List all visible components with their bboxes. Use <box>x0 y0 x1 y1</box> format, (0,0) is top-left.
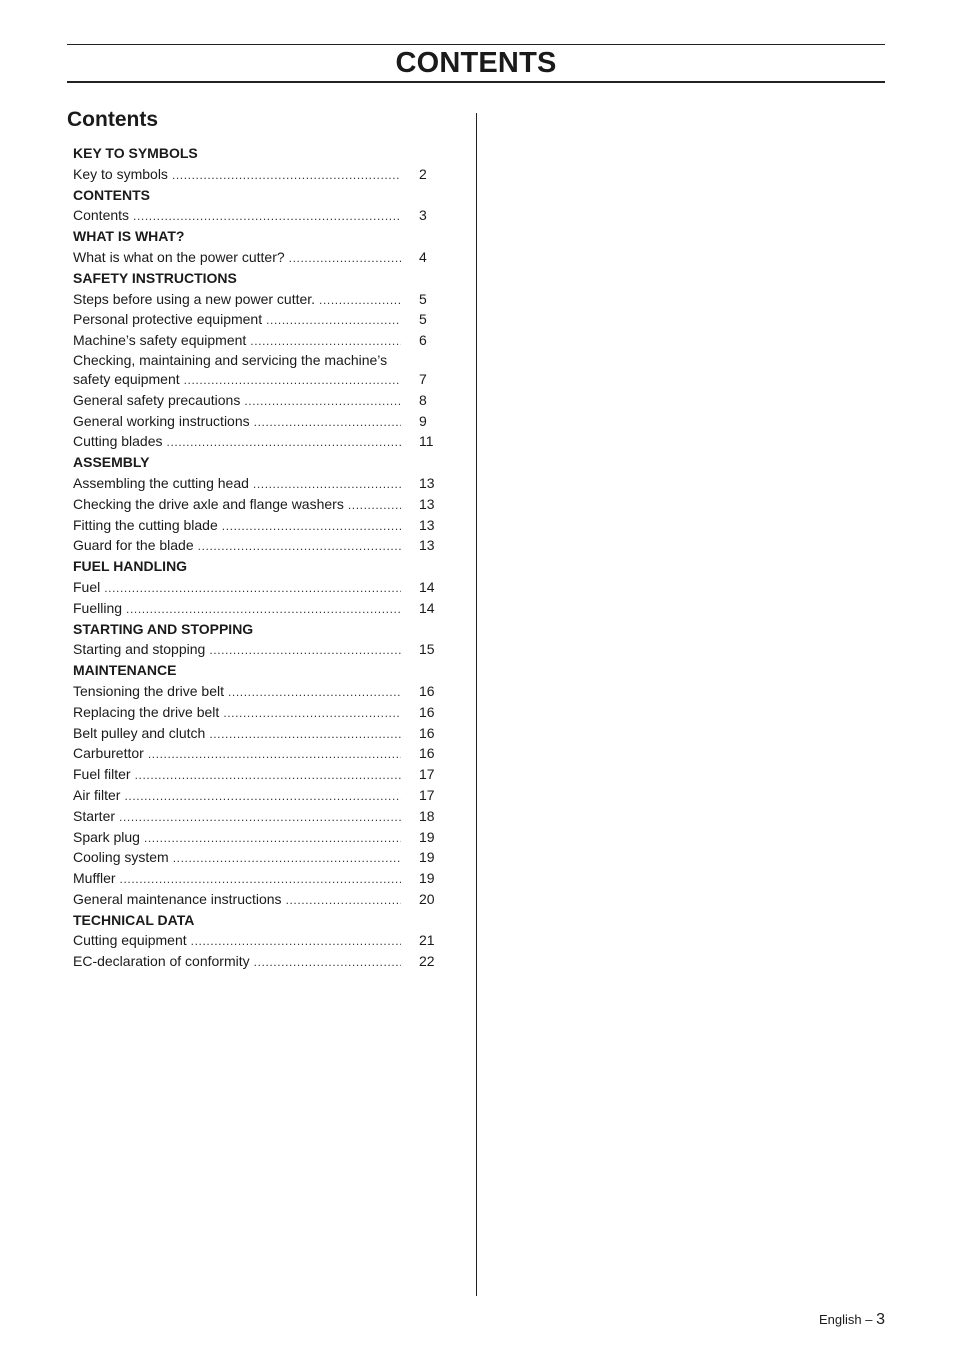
toc-entry <box>73 764 455 785</box>
toc-entry-label: Assembling the cutting head <box>73 474 249 491</box>
toc-entry-label: What is what on the power cutter? <box>73 248 285 265</box>
toc-entry <box>73 702 455 723</box>
toc-entry <box>73 785 455 806</box>
toc-entry-label: Replacing the drive belt <box>73 703 220 720</box>
toc-dot-leader <box>184 370 401 391</box>
toc-dot-leader <box>191 931 401 952</box>
toc-section-heading: STARTING AND STOPPING <box>73 620 254 637</box>
toc-section-heading: ASSEMBLY <box>73 454 150 471</box>
toc-entry-label: Contents <box>73 207 130 224</box>
toc-section-heading: CONTENTS <box>73 186 150 203</box>
toc-page-number: 16 <box>419 745 435 762</box>
toc-entry <box>73 473 455 494</box>
toc-entry-label: Steps before using a new power cutter. <box>73 290 316 307</box>
toc-page-number: 20 <box>419 890 435 907</box>
footer-language: English <box>818 1312 862 1327</box>
toc-dot-leader <box>167 432 401 453</box>
toc-page-number: 16 <box>419 703 435 720</box>
toc-page-number: 4 <box>419 248 427 265</box>
toc-page-number: 13 <box>419 495 435 512</box>
toc-dot-leader <box>173 848 401 869</box>
toc-page-number: 9 <box>419 412 427 429</box>
toc-entry-label: Muffler <box>73 870 116 887</box>
toc-dot-leader <box>222 516 401 537</box>
toc-page-number: 19 <box>419 849 435 866</box>
toc-entry <box>73 535 455 556</box>
toc-entry <box>73 351 455 390</box>
toc-entry-label-line1: Checking, maintaining and servicing the machine’s <box>73 351 388 368</box>
toc-page-number: 15 <box>419 641 435 658</box>
toc-entry <box>73 431 455 452</box>
toc-section-heading: MAINTENANCE <box>73 662 177 679</box>
toc-entry <box>73 577 455 598</box>
toc-entry-label: safety equipment <box>73 370 180 387</box>
toc-page-number: 22 <box>419 953 435 970</box>
toc-dot-leader <box>253 474 401 495</box>
column-divider <box>476 113 477 1296</box>
toc-entry-label: Machine’s safety equipment <box>73 332 247 349</box>
toc-entry <box>73 247 455 268</box>
toc-entry <box>73 868 455 889</box>
toc-entry <box>73 827 455 848</box>
toc-dot-leader <box>104 578 401 599</box>
toc-page-number: 5 <box>419 311 427 328</box>
toc-entry-label: Tensioning the drive belt <box>73 682 224 699</box>
toc-dot-leader <box>119 807 401 828</box>
toc-page-number: 11 <box>419 433 434 450</box>
toc-section-heading: TECHNICAL DATA <box>73 911 195 928</box>
toc-entry-label: Cooling system <box>73 849 169 866</box>
toc-page-number: 14 <box>419 599 435 616</box>
toc-entry <box>73 515 455 536</box>
footer-page-number: 3 <box>876 1311 885 1328</box>
toc-dot-leader <box>198 536 401 557</box>
toc-entry-label: Starter <box>73 807 116 824</box>
toc-entry <box>73 806 455 827</box>
toc-entry <box>73 930 455 951</box>
toc-dot-leader <box>148 744 401 765</box>
toc-entry-label: Personal protective equipment <box>73 311 263 328</box>
toc-entry <box>73 681 455 702</box>
toc-section-heading: FUEL HANDLING <box>73 558 188 575</box>
toc-page-number: 16 <box>419 682 435 699</box>
page-title: CONTENTS <box>395 47 557 79</box>
toc-dot-leader <box>223 703 401 724</box>
toc-entry <box>73 205 455 226</box>
toc-section-heading: KEY TO SYMBOLS <box>73 145 198 161</box>
toc-dot-leader <box>286 890 401 911</box>
toc-dot-leader <box>172 165 401 186</box>
toc-dot-leader <box>254 952 401 973</box>
toc-section-heading: SAFETY INSTRUCTIONS <box>73 269 237 286</box>
section-heading: Contents <box>67 108 158 131</box>
table-of-contents <box>73 143 455 972</box>
toc-dot-leader <box>135 765 401 786</box>
toc-entry-label: Belt pulley and clutch <box>73 724 206 741</box>
toc-dot-leader <box>144 828 401 849</box>
toc-entry <box>73 289 455 310</box>
toc-dot-leader <box>209 640 401 661</box>
toc-entry <box>73 639 455 660</box>
toc-entry-label: Cutting blades <box>73 433 163 450</box>
toc-entry-label: EC-declaration of conformity <box>73 953 250 970</box>
toc-entry-label: General working instructions <box>73 412 250 429</box>
toc-page-number: 17 <box>419 766 435 783</box>
toc-dot-leader <box>228 682 401 703</box>
toc-page-number: 18 <box>419 807 435 824</box>
toc-page-number: 17 <box>419 786 435 803</box>
footer-separator: – <box>865 1312 873 1327</box>
toc-page-number: 5 <box>419 290 427 307</box>
toc-entry <box>73 164 455 185</box>
toc-page-number: 19 <box>419 870 435 887</box>
toc-entry <box>73 889 455 910</box>
toc-dot-leader <box>124 786 401 807</box>
page-footer <box>819 1310 885 1330</box>
toc-dot-leader <box>319 290 401 311</box>
toc-page-number: 19 <box>419 828 435 845</box>
toc-page-number: 6 <box>419 332 427 349</box>
toc-entry-label: Checking the drive axle and flange washers <box>73 495 344 512</box>
toc-page-number: 16 <box>419 724 435 741</box>
toc-dot-leader <box>289 248 401 269</box>
toc-dot-leader <box>244 391 401 412</box>
toc-dot-leader <box>266 310 401 331</box>
toc-entry-label: Key to symbols <box>73 165 168 182</box>
toc-entry <box>73 743 455 764</box>
toc-entry-label: Carburettor <box>73 745 144 762</box>
toc-entry <box>73 951 455 972</box>
toc-page-number: 13 <box>419 516 435 533</box>
toc-entry-label: Guard for the blade <box>73 537 194 554</box>
toc-entry <box>73 411 455 432</box>
toc-entry-label: Fitting the cutting blade <box>73 516 218 533</box>
toc-entry-label: Fuel filter <box>73 766 131 783</box>
toc-entry-label: Air filter <box>73 786 121 803</box>
toc-entry-label: Spark plug <box>73 828 140 845</box>
toc-dot-leader <box>250 331 401 352</box>
toc-entry-label: General maintenance instructions <box>73 890 282 907</box>
toc-page-number: 14 <box>419 578 435 595</box>
toc-page-number: 21 <box>419 932 435 949</box>
toc-entry <box>73 309 455 330</box>
toc-page-number: 13 <box>419 537 435 554</box>
toc-dot-leader <box>120 869 401 890</box>
toc-entry <box>73 330 455 351</box>
toc-entry <box>73 598 455 619</box>
toc-entry <box>73 847 455 868</box>
toc-entry-label: Starting and stopping <box>73 641 206 658</box>
toc-page-number: 3 <box>419 207 427 224</box>
toc-page-number: 8 <box>419 391 427 408</box>
toc-entry-label: Fuelling <box>73 599 123 616</box>
toc-dot-leader <box>209 724 401 745</box>
header-rule-bottom <box>67 81 885 83</box>
toc-entry-label: General safety precautions <box>73 391 241 408</box>
toc-dot-leader <box>133 206 401 227</box>
toc-entry-label: Fuel <box>73 578 101 595</box>
toc-page-number: 13 <box>419 474 435 491</box>
toc-section-heading: WHAT IS WHAT? <box>73 228 185 245</box>
toc-dot-leader <box>348 495 401 516</box>
toc-entry-label: Cutting equipment <box>73 932 187 949</box>
toc-entry <box>73 390 455 411</box>
toc-dot-leader <box>126 599 401 620</box>
toc-dot-leader <box>254 412 401 433</box>
toc-page-number: 2 <box>419 165 427 182</box>
toc-page-number: 7 <box>419 370 427 387</box>
toc-entry <box>73 494 455 515</box>
toc-entry <box>73 723 455 744</box>
